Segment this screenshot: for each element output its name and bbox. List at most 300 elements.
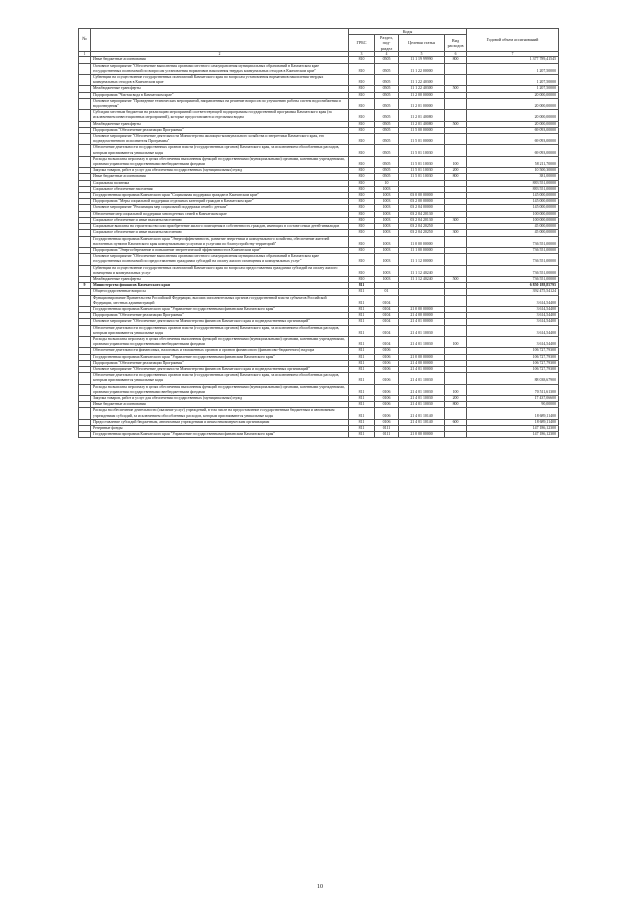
csr-cell: 11 5 01 10030 — [399, 156, 445, 167]
sum-cell: 106 727,79300 — [467, 354, 559, 360]
csr-cell: 21 4 01 10030 — [399, 395, 445, 401]
razdel-cell: 1003 — [375, 217, 399, 223]
grbs-cell: 811 — [349, 289, 375, 295]
grbs-cell: 810 — [349, 186, 375, 192]
table-row — [79, 373, 559, 384]
grbs-cell: 811 — [349, 354, 375, 360]
csr-cell: 21 4 01 10030 — [399, 384, 445, 395]
num-cell — [79, 408, 91, 419]
sum-cell: 3 614,54400 — [467, 306, 559, 312]
sum-cell: 145 000,00000 — [467, 193, 559, 199]
sum-cell: 69 093,00000 — [467, 145, 559, 156]
num-cell — [79, 63, 91, 74]
csr-cell: 21 4 01 10140 — [399, 419, 445, 425]
csr-cell: 03 2 04 20250 — [399, 224, 445, 230]
index-cell: 6 — [445, 51, 467, 57]
col-vid-header: Вид расходов — [445, 35, 467, 52]
vid-cell — [445, 325, 467, 336]
grbs-cell: 810 — [349, 156, 375, 167]
num-cell — [79, 336, 91, 347]
csr-cell — [399, 295, 445, 306]
vid-cell: 100 — [445, 156, 467, 167]
csr-cell: 11 0 00 00000 — [399, 236, 445, 247]
num-cell — [79, 156, 91, 167]
sum-cell: 18 689,11400 — [467, 419, 559, 425]
table-row — [79, 63, 559, 74]
razdel-cell: 1003 — [375, 265, 399, 276]
sum-cell: 736 551,00000 — [467, 265, 559, 276]
razdel-cell: 0106 — [375, 384, 399, 395]
csr-cell: 21 4 01 10030 — [399, 373, 445, 384]
num-cell — [79, 98, 91, 109]
csr-cell: 21 4 00 00000 — [399, 360, 445, 366]
grbs-cell: 810 — [349, 127, 375, 133]
vid-cell — [445, 134, 467, 145]
index-cell: 7 — [467, 51, 559, 57]
razdel-cell: 0106 — [375, 408, 399, 419]
sum-cell: 45 000,00000 — [467, 224, 559, 230]
name-cell: Основное мероприятие "Проведение технических мероприятий, направленных на решение вопросов по улучшению работы систем водоснабжения и водоотведения" — [91, 98, 349, 109]
sum-cell: 3 614,54400 — [467, 313, 559, 319]
razdel-cell: 0505 — [375, 121, 399, 127]
grbs-cell: 810 — [349, 217, 375, 223]
csr-cell: 21 0 00 00000 — [399, 306, 445, 312]
razdel-cell: 0505 — [375, 63, 399, 74]
table-row — [79, 75, 559, 86]
num-cell — [79, 134, 91, 145]
index-cell: 2 — [91, 51, 349, 57]
table-row — [79, 295, 559, 306]
table-row — [79, 408, 559, 419]
grbs-cell: 810 — [349, 57, 375, 63]
name-cell: Подпрограмма "Обеспечение реализации Программы" — [91, 127, 349, 133]
name-cell: Государственная программа Камчатского края "Управление государственными финансами Камчатского края" — [91, 354, 349, 360]
name-cell: Подпрограмма "Обеспечение реализации Программы" — [91, 360, 349, 366]
grbs-cell: 811 — [349, 395, 375, 401]
name-cell: Расходы на выплаты персоналу в целях обеспечения выполнения функций государственными (муниципальными) органами, казенными учреждениями, органами управления государственными внебюджетными фондами — [91, 156, 349, 167]
grbs-cell: 811 — [349, 348, 375, 354]
num-cell — [79, 325, 91, 336]
name-cell: Обеспечение деятельности государственных органов власти (государственных органов) Камчатского края, за исключением обособленных расходов, которым присваиваются уникальные коды — [91, 373, 349, 384]
grbs-cell: 810 — [349, 199, 375, 205]
grbs-cell: 810 — [349, 145, 375, 156]
name-cell: Субвенции на осуществление государственных полномочий Камчатского края по вопросам установления нормативов накопления твердых коммунальных отходов в Камчатском крае — [91, 75, 349, 86]
grbs-cell: 811 — [349, 373, 375, 384]
csr-cell: 11 1 22 40300 — [399, 75, 445, 86]
razdel-cell: 0106 — [375, 360, 399, 366]
budget-table — [78, 28, 559, 438]
sum-cell: 392 475,54124 — [467, 289, 559, 295]
vid-cell: 500 — [445, 276, 467, 282]
index-cell: 3 — [349, 51, 375, 57]
razdel-cell: 0505 — [375, 57, 399, 63]
name-cell: Обеспечение деятельности государственных органов власти (государственных органов) Камчатского края, за исключением обособленных расходов, которым присваиваются уникальные коды — [91, 325, 349, 336]
razdel-cell: 1003 — [375, 193, 399, 199]
name-cell: Закупка товаров, работ и услуг для обеспечения государственных (муниципальных) нужд — [91, 168, 349, 174]
sum-cell: 100 000,00000 — [467, 217, 559, 223]
vid-cell: 200 — [445, 168, 467, 174]
sum-cell: 1 207,50000 — [467, 75, 559, 86]
sum-cell: 736 551,00000 — [467, 247, 559, 253]
grbs-cell: 810 — [349, 230, 375, 236]
col-sum-header: Годовой объем ассигнований — [467, 29, 559, 52]
sum-cell: 883 551,00000 — [467, 180, 559, 186]
razdel-cell: 1003 — [375, 230, 399, 236]
sum-cell: 3 614,54400 — [467, 295, 559, 306]
razdel-cell: 0111 — [375, 426, 399, 432]
csr-cell: 11 5 01 10030 — [399, 145, 445, 156]
sum-cell: 69 093,00000 — [467, 127, 559, 133]
sum-cell: 20 000,00000 — [467, 92, 559, 98]
sum-cell: 17 437,06600 — [467, 395, 559, 401]
num-cell — [79, 110, 91, 121]
table-row — [79, 98, 559, 109]
razdel-cell: 10 — [375, 180, 399, 186]
razdel-cell: 0505 — [375, 92, 399, 98]
grbs-cell: 810 — [349, 224, 375, 230]
vid-cell: 800 — [445, 57, 467, 63]
name-cell: Межбюджетные трансферты — [91, 276, 349, 282]
sum-cell: 3 614,54400 — [467, 325, 559, 336]
razdel-cell: 0106 — [375, 348, 399, 354]
table-row — [79, 110, 559, 121]
csr-cell: 11 1 12 40240 — [399, 276, 445, 282]
sum-cell: 88 038,67900 — [467, 373, 559, 384]
name-cell: Социальное обеспечение населения — [91, 186, 349, 192]
name-cell: Социальные выплаты на строительство или приобретение жилого помещения в собственность граждан, имеющих в составе семьи детей-инвалидов — [91, 224, 349, 230]
sum-cell: 20 000,00000 — [467, 121, 559, 127]
csr-cell: 11 2 01 40080 — [399, 121, 445, 127]
page-number: 10 — [317, 884, 323, 890]
razdel-cell: 0106 — [375, 395, 399, 401]
sum-cell: 381,00000 — [467, 174, 559, 180]
razdel-cell: 0104 — [375, 306, 399, 312]
sum-cell: 1 207,50000 — [467, 86, 559, 92]
vid-cell — [445, 236, 467, 247]
vid-cell — [445, 265, 467, 276]
razdel-cell: 1003 — [375, 205, 399, 211]
csr-cell: 11 1 19 99990 — [399, 57, 445, 63]
csr-cell: 11 1 22 40300 — [399, 86, 445, 92]
razdel-cell: 0505 — [375, 86, 399, 92]
vid-cell: 500 — [445, 86, 467, 92]
name-cell: Резервные фонды — [91, 426, 349, 432]
csr-cell: 21 4 01 10030 — [399, 402, 445, 408]
grbs-cell: 811 — [349, 306, 375, 312]
razdel-cell: 0106 — [375, 373, 399, 384]
vid-cell: 600 — [445, 419, 467, 425]
csr-cell: 11 1 12 40240 — [399, 265, 445, 276]
name-cell: Обеспечение деятельности государственных органов власти (государственных органов) Камчатского края, за исключением обособленных расходов, которым присваиваются уникальные коды — [91, 145, 349, 156]
budget-sheet — [78, 28, 558, 438]
vid-cell — [445, 63, 467, 74]
sum-cell: 147 186,12300 — [467, 426, 559, 432]
name-cell: Иные бюджетные ассигнования — [91, 174, 349, 180]
vid-cell — [445, 75, 467, 86]
csr-cell: 21 4 01 10140 — [399, 408, 445, 419]
name-cell: Основное мероприятие "Обеспечение деятельности Министерства финансов Камчатского края и подведомственных организаций" — [91, 319, 349, 325]
vid-cell — [445, 254, 467, 265]
grbs-cell: 811 — [349, 360, 375, 366]
name-cell: Обеспечение мер социальной поддержки многодетных семей в Камчатском крае — [91, 211, 349, 217]
name-cell: Социальная политика — [91, 180, 349, 186]
table-row — [79, 236, 559, 247]
razdel-cell: 0106 — [375, 402, 399, 408]
csr-cell: 21 4 01 00000 — [399, 366, 445, 372]
razdel-cell: 1003 — [375, 224, 399, 230]
razdel-cell: 0104 — [375, 325, 399, 336]
sum-cell: 147 186,12300 — [467, 432, 559, 438]
sum-cell: 145 000,00000 — [467, 205, 559, 211]
grbs-cell: 810 — [349, 236, 375, 247]
razdel-cell: 0505 — [375, 75, 399, 86]
csr-cell: 03 2 04 20250 — [399, 230, 445, 236]
razdel-cell: 0106 — [375, 419, 399, 425]
grbs-cell: 811 — [349, 366, 375, 372]
razdel-cell: 0505 — [375, 145, 399, 156]
csr-cell: 03 2 00 00000 — [399, 199, 445, 205]
vid-cell: 300 — [445, 217, 467, 223]
csr-cell: 11 5 01 00000 — [399, 134, 445, 145]
name-cell: Подпрограмма "Меры социальной поддержки отдельных категорий граждан в Камчатском крае" — [91, 199, 349, 205]
index-cell: 1 — [79, 51, 91, 57]
name-cell: Расходы на выплаты персоналу в целях обеспечения выполнения функций государственными (муниципальными) органами, казенными учреждениями, органами управления государственными внебюджетными фондами — [91, 336, 349, 347]
name-cell: Государственная программа Камчатского края "Энергоэффективность, развитие энергетики и коммунального хозяйства, обеспечение жителей населенных пунктов Камчатского края коммунальными услугами и услугами по благоустройству территорий" — [91, 236, 349, 247]
sum-cell: 736 551,00000 — [467, 254, 559, 265]
vid-cell — [445, 373, 467, 384]
name-cell: Субсидии местным бюджетам на реализацию мероприятий соответствующей подпрограммы государственной программы Камчатского края (за исключением инвестиционных мероприятий), которые предоставляются отдельным видам — [91, 110, 349, 121]
vid-cell — [445, 432, 467, 438]
table-row — [79, 145, 559, 156]
sum-cell: 106 727,79300 — [467, 348, 559, 354]
vid-cell — [445, 98, 467, 109]
razdel-cell: 0104 — [375, 295, 399, 306]
razdel-cell: 0505 — [375, 110, 399, 121]
num-cell: 9 — [79, 283, 91, 289]
col-csr-header: Целевая статья — [399, 35, 445, 52]
sum-cell: 6 850 188,85795 — [467, 283, 559, 289]
sum-cell: 3 614,54400 — [467, 319, 559, 325]
name-cell: Основное мероприятие "Обеспечение выполнения органами местного самоуправления муниципальных образований в Камчатском крае государственных полномочий по предоставлению гражданам субсидий на оплату жилого помещения и коммунальных услуг" — [91, 254, 349, 265]
num-cell — [79, 432, 91, 438]
csr-cell: 11 2 01 40080 — [399, 110, 445, 121]
table-row — [79, 156, 559, 167]
grbs-cell: 811 — [349, 313, 375, 319]
vid-cell: 300 — [445, 230, 467, 236]
grbs-cell: 810 — [349, 276, 375, 282]
col-grbs-header: ГРБС — [349, 35, 375, 52]
sum-cell: 100 000,00000 — [467, 211, 559, 217]
razdel-cell: 1003 — [375, 211, 399, 217]
razdel-cell: 0104 — [375, 336, 399, 347]
sum-cell: 18 689,11400 — [467, 408, 559, 419]
col-codes-header: Коды — [349, 29, 467, 35]
num-cell — [79, 145, 91, 156]
vid-cell — [445, 110, 467, 121]
sum-cell: 58 211,70000 — [467, 156, 559, 167]
csr-cell: 03 0 00 00000 — [399, 193, 445, 199]
grbs-cell: 810 — [349, 86, 375, 92]
grbs-cell: 811 — [349, 426, 375, 432]
razdel-cell: 0505 — [375, 168, 399, 174]
sum-cell: 106 727,79300 — [467, 366, 559, 372]
sum-cell: 90,00000 — [467, 402, 559, 408]
csr-cell: 03 2 04 20130 — [399, 211, 445, 217]
name-cell: Основное мероприятие "Обеспечение деятельности Министерства финансов Камчатского края и подведомственных организаций" — [91, 366, 349, 372]
name-cell: Функционирование Правительства Российской Федерации, высших исполнительных органов государственной власти субъектов Российской Федерации, местных администраций — [91, 295, 349, 306]
grbs-cell: 810 — [349, 98, 375, 109]
name-cell: Подпрограмма "Обеспечение реализации Программы" — [91, 313, 349, 319]
name-cell: Межбюджетные трансферты — [91, 121, 349, 127]
num-cell — [79, 236, 91, 247]
num-cell — [79, 384, 91, 395]
sum-cell: 20 000,00000 — [467, 110, 559, 121]
grbs-cell: 811 — [349, 336, 375, 347]
name-cell: Расходы на обеспечение деятельности (оказание услуг) учреждений, в том числе на предоставление государственным бюджетным и автономным учреждениям субсидий, за исключением обособленных расходов, которым присваиваются уникальные коды — [91, 408, 349, 419]
csr-cell: 21 4 00 00000 — [399, 313, 445, 319]
table-row — [79, 325, 559, 336]
razdel-cell: 1003 — [375, 236, 399, 247]
col-name-header: Наименование — [91, 29, 349, 52]
csr-cell: 11 1 22 00000 — [399, 63, 445, 74]
index-cell: 5 — [399, 51, 445, 57]
name-cell: Государственная программа Камчатского края "Социальная поддержка граждан в Камчатском крае" — [91, 193, 349, 199]
vid-cell: 500 — [445, 121, 467, 127]
grbs-cell: 810 — [349, 75, 375, 86]
name-cell: Иные бюджетные ассигнования — [91, 57, 349, 63]
name-cell: Подпрограмма "Чистая вода в Камчатском крае" — [91, 92, 349, 98]
vid-cell — [445, 408, 467, 419]
csr-cell: 11 5 01 10030 — [399, 168, 445, 174]
grbs-cell: 810 — [349, 121, 375, 127]
sum-cell: 736 551,00000 — [467, 276, 559, 282]
razdel-cell: 0505 — [375, 98, 399, 109]
num-cell — [79, 295, 91, 306]
csr-cell: 03 2 04 20130 — [399, 217, 445, 223]
csr-cell: 21 4 01 00000 — [399, 319, 445, 325]
name-cell: Министерство финансов Камчатского края — [91, 283, 349, 289]
razdel-cell: 0505 — [375, 134, 399, 145]
csr-cell: 11 5 01 10030 — [399, 174, 445, 180]
grbs-cell: 810 — [349, 92, 375, 98]
table-row — [79, 336, 559, 347]
razdel-cell: 1003 — [375, 276, 399, 282]
csr-cell: 11 1 12 00000 — [399, 254, 445, 265]
grbs-cell: 810 — [349, 134, 375, 145]
csr-cell: 11 2 01 00000 — [399, 98, 445, 109]
grbs-cell: 811 — [349, 408, 375, 419]
grbs-cell: 810 — [349, 205, 375, 211]
sum-cell: 69 093,00000 — [467, 134, 559, 145]
table-row — [79, 432, 559, 438]
grbs-cell: 811 — [349, 325, 375, 336]
razdel-cell: 1003 — [375, 199, 399, 205]
grbs-cell: 810 — [349, 174, 375, 180]
name-cell: Закупка товаров, работ и услуг для обеспечения государственных (муниципальных) нужд — [91, 395, 349, 401]
name-cell: Подпрограмма "Энергосбережение и повышение энергетической эффективности в Камчатском крае" — [91, 247, 349, 253]
razdel-cell: 1003 — [375, 247, 399, 253]
grbs-cell: 811 — [349, 432, 375, 438]
num-cell — [79, 254, 91, 265]
vid-cell: 100 — [445, 384, 467, 395]
vid-cell — [445, 145, 467, 156]
grbs-cell: 810 — [349, 110, 375, 121]
grbs-cell: 810 — [349, 265, 375, 276]
sum-cell: 106 727,79300 — [467, 360, 559, 366]
sum-cell: 3 614,54400 — [467, 336, 559, 347]
csr-cell: 21 4 01 10030 — [399, 325, 445, 336]
name-cell: Общегосударственные вопросы — [91, 289, 349, 295]
name-cell: Межбюджетные трансферты — [91, 86, 349, 92]
col-razdel-header: Раздел, под-раздел — [375, 35, 399, 52]
table-row — [79, 384, 559, 395]
sum-cell: 883 551,00000 — [467, 186, 559, 192]
table-row — [79, 254, 559, 265]
name-cell: Основное мероприятие "Обеспечение выполнения органами местного самоуправления муниципальных образований в Камчатском крае государственных полномочий по вопросам установления нормативов накопления твердых коммунальных отходов в Камчатском крае" — [91, 63, 349, 74]
name-cell: Социальное обеспечение и иные выплаты населению — [91, 230, 349, 236]
table-row — [79, 134, 559, 145]
name-cell: Обеспечение деятельности финансовых, налоговых и таможенных органов и органов финансового (финансово-бюджетного) надзора — [91, 348, 349, 354]
name-cell: Социальное обеспечение и иные выплаты населению — [91, 217, 349, 223]
razdel-cell: 0111 — [375, 432, 399, 438]
name-cell: Основное мероприятие "Обеспечение деятельности Министерства жилищно-коммунального хозяйства и энергетики Камчатского края, его подведомственного исполнителя Программы" — [91, 134, 349, 145]
grbs-cell: 810 — [349, 63, 375, 74]
csr-cell: 03 2 04 00000 — [399, 205, 445, 211]
razdel-cell: 1003 — [375, 186, 399, 192]
index-cell: 4 — [375, 51, 399, 57]
razdel-cell: 0505 — [375, 127, 399, 133]
sum-cell: 145 000,00000 — [467, 199, 559, 205]
razdel-cell: 1003 — [375, 254, 399, 265]
grbs-cell: 811 — [349, 295, 375, 306]
grbs-cell: 810 — [349, 254, 375, 265]
razdel-cell: 0106 — [375, 354, 399, 360]
razdel-cell: 0104 — [375, 319, 399, 325]
vid-cell: 800 — [445, 402, 467, 408]
vid-cell — [445, 295, 467, 306]
name-cell: Государственная программа Камчатского края "Управление государственными финансами Камчатского края" — [91, 306, 349, 312]
sum-cell: 70 511,61300 — [467, 384, 559, 395]
sum-cell: 10 500,30000 — [467, 168, 559, 174]
grbs-cell: 811 — [349, 384, 375, 395]
name-cell: Субвенции на осуществление государственных полномочий Камчатского края по вопросам предоставления гражданам субсидий на оплату жилого помещения и коммунальных услуг — [91, 265, 349, 276]
grbs-cell: 811 — [349, 402, 375, 408]
grbs-cell: 811 — [349, 319, 375, 325]
grbs-cell: 810 — [349, 247, 375, 253]
grbs-cell: 810 — [349, 180, 375, 186]
razdel-cell: 01 — [375, 289, 399, 295]
table-body — [79, 57, 559, 438]
grbs-cell: 810 — [349, 211, 375, 217]
csr-cell: 11 5 00 00000 — [399, 127, 445, 133]
sum-cell: 45 000,00000 — [467, 230, 559, 236]
razdel-cell: 0104 — [375, 313, 399, 319]
vid-cell: 200 — [445, 395, 467, 401]
sum-cell: 1 207,50000 — [467, 63, 559, 74]
sum-cell: 1 377 789,41545 — [467, 57, 559, 63]
num-cell — [79, 373, 91, 384]
num-cell — [79, 75, 91, 86]
sum-cell: 736 551,00000 — [467, 236, 559, 247]
name-cell: Основное мероприятие "Реализация мер социальной поддержки семей с детьми" — [91, 205, 349, 211]
razdel-cell: 0505 — [375, 174, 399, 180]
table-row — [79, 265, 559, 276]
name-cell: Иные бюджетные ассигнования — [91, 402, 349, 408]
razdel-cell: 0505 — [375, 156, 399, 167]
csr-cell: 11 1 00 00000 — [399, 247, 445, 253]
num-cell — [79, 265, 91, 276]
col-num-header: № — [79, 29, 91, 52]
